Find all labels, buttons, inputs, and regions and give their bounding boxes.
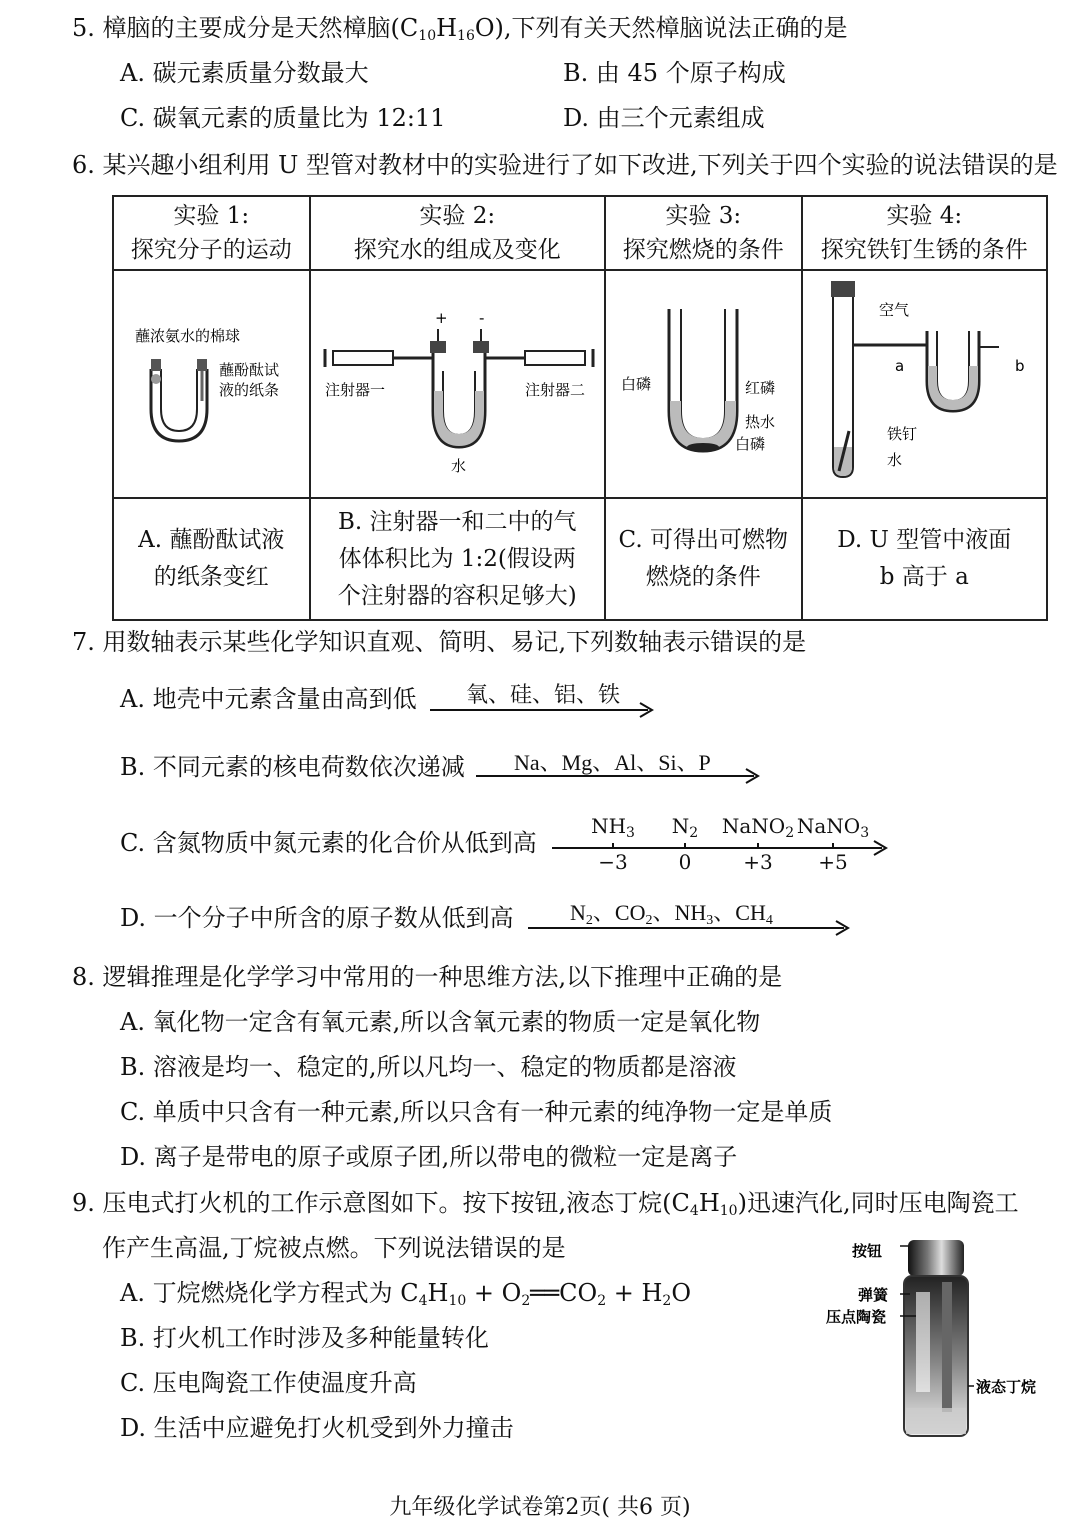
q7-option-b-items: Na、Mg、Al、Si、P xyxy=(514,750,711,775)
svg-text:空气: 空气 xyxy=(879,301,910,319)
exp1-answer: A. 蘸酚酞试液 的纸条变红 xyxy=(113,498,310,620)
q7c-species: $NH_3$ xyxy=(591,814,635,841)
exp3-figure xyxy=(605,270,802,498)
q7c-value: 0 xyxy=(678,850,692,874)
q9-stem-line1: 9. 压电式打火机的工作示意图如下。按下按钮,液态丁烷$(C_4H_{10})$迅速汽化,同时压电陶瓷工 xyxy=(72,1189,1019,1219)
svg-text:热水: 热水 xyxy=(744,413,775,431)
q9-option-d: D. 生活中应避免打火机受到外力撞击 xyxy=(120,1414,514,1442)
q5-option-b: B. 由 45 个原子构成 xyxy=(563,59,786,87)
exp1-header: 实验 1: 探究分子的运动 xyxy=(113,196,310,270)
q7-option-a-items: 氧、硅、铝、铁 xyxy=(466,683,621,708)
q7-option-d-arrow xyxy=(528,918,858,938)
exp3-header: 实验 3: 探究燃烧的条件 xyxy=(605,196,802,270)
svg-text:水: 水 xyxy=(887,451,903,469)
svg-text:白磷: 白磷 xyxy=(734,435,765,453)
q7-option-c-label: C. 含氮物质中氮元素的化合价从低到高 xyxy=(120,829,537,857)
svg-text:铁钉: 铁钉 xyxy=(887,425,918,443)
svg-text:水: 水 xyxy=(451,457,467,475)
q7c-species: NaNO$_3$ xyxy=(796,814,870,841)
svg-text:b: b xyxy=(1015,357,1025,375)
q8-option-d: D. 离子是带电的原子或原子团,所以带电的微粒一定是离子 xyxy=(120,1143,738,1171)
q8-option-b: B. 溶液是均一、稳定的,所以凡均一、稳定的物质都是溶液 xyxy=(120,1053,737,1081)
q7-option-c-number-line xyxy=(552,812,892,872)
q9-option-b: B. 打火机工作时涉及多种能量转化 xyxy=(120,1324,489,1352)
svg-text:蘸酚酞试: 蘸酚酞试 xyxy=(218,361,279,379)
q7-option-a-label: A. 地壳中元素含量由高到低 xyxy=(120,685,417,713)
svg-text:白磷: 白磷 xyxy=(620,375,651,393)
svg-text:注射器一: 注射器一 xyxy=(325,381,386,399)
q7-stem: 7. 用数轴表示某些化学知识直观、简明、易记,下列数轴表示错误的是 xyxy=(72,628,807,656)
svg-text:按钮: 按钮 xyxy=(852,1242,883,1260)
q7-option-d-label: D. 一个分子中所含的原子数从低到高 xyxy=(120,904,514,932)
q8-option-a: A. 氧化物一定含有氧元素,所以含氧元素的物质一定是氧化物 xyxy=(120,1008,761,1036)
q5-option-d: D. 由三个元素组成 xyxy=(563,104,765,132)
exp1-figure xyxy=(113,270,310,498)
svg-text:压点陶瓷: 压点陶瓷 xyxy=(826,1308,887,1326)
q7c-species: NaNO$_2$ xyxy=(721,814,795,841)
q7-option-b-arrow xyxy=(476,766,766,786)
q5-option-c: C. 碳氧元素的质量比为 12:11 xyxy=(120,104,446,132)
svg-text:弹簧: 弹簧 xyxy=(858,1286,889,1304)
exp2-header: 实验 2: 探究水的组成及变化 xyxy=(310,196,606,270)
q8-stem: 8. 逻辑推理是化学学习中常用的一种思维方法,以下推理中正确的是 xyxy=(72,963,783,991)
svg-text:液的纸条: 液的纸条 xyxy=(218,381,279,399)
exp4-answer: D. U 型管中液面 b 高于 a xyxy=(802,498,1048,620)
q7c-species: $N_2$ xyxy=(671,814,699,841)
q9-option-a: A. 丁烷燃烧化学方程式为 $C_4H_{10}$ + $O_2══CO_2 + H_2O$ xyxy=(120,1279,692,1309)
q7-option-a-arrow xyxy=(430,700,660,720)
q7-option-d-items: $N_2$、$CO_2$、$NH_3$、$CH_4$ xyxy=(570,900,773,928)
svg-text:蘸浓氨水的棉球: 蘸浓氨水的棉球 xyxy=(134,327,240,345)
q7c-value: +3 xyxy=(743,850,773,874)
svg-text:+: + xyxy=(435,309,448,327)
lighter-figure xyxy=(820,1232,1070,1452)
exp2-figure xyxy=(310,270,606,498)
q7-option-b-label: B. 不同元素的核电荷数依次递减 xyxy=(120,753,465,781)
svg-text:a: a xyxy=(895,357,905,375)
q8-option-c: C. 单质中只含有一种元素,所以只含有一种元素的纯净物一定是单质 xyxy=(120,1098,833,1126)
svg-text:-: - xyxy=(479,309,485,327)
svg-text:注射器二: 注射器二 xyxy=(525,381,586,399)
page-footer: 九年级化学试卷第2页( 共6 页) xyxy=(389,1495,691,1520)
q7c-value: −3 xyxy=(598,850,628,874)
q7c-value: +5 xyxy=(818,850,848,874)
exp3-answer: C. 可得出可燃物 燃烧的条件 xyxy=(605,498,802,620)
q5-option-a: A. 碳元素质量分数最大 xyxy=(120,59,369,87)
svg-text:红磷: 红磷 xyxy=(744,379,775,397)
svg-text:液态丁烷: 液态丁烷 xyxy=(976,1378,1037,1396)
q9-option-c: C. 压电陶瓷工作使温度升高 xyxy=(120,1369,417,1397)
exp4-header: 实验 4: 探究铁钉生锈的条件 xyxy=(802,196,1048,270)
q6-stem: 6. 某兴趣小组利用 U 型管对教材中的实验进行了如下改进,下列关于四个实验的说法错误的是 xyxy=(72,151,1058,179)
q9-stem-line2: 作产生高温,丁烷被点燃。下列说法错误的是 xyxy=(102,1234,566,1262)
exp2-answer: B. 注射器一和二中的气 体体积比为 1:2(假设两 个注射器的容积足够大) xyxy=(310,498,606,620)
q5-stem: 5. 樟脑的主要成分是天然樟脑$(C_{10}H_{16}O)$,下列有关天然樟脑说法正确的是 xyxy=(72,14,848,44)
exp4-figure xyxy=(802,270,1048,498)
experiment-table xyxy=(112,195,1048,621)
